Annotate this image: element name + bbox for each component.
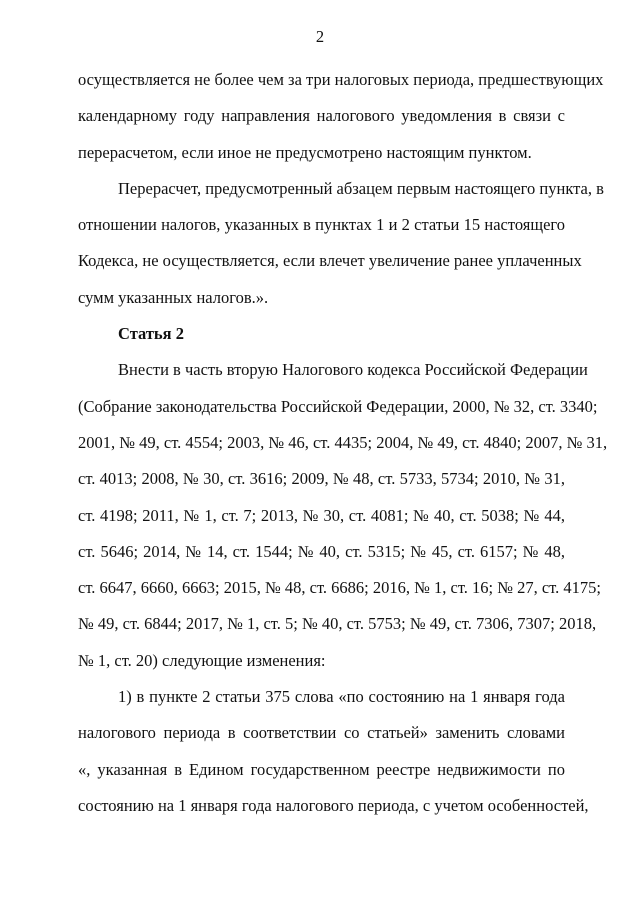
text-line: ст. 4198; 2011, № 1, ст. 7; 2013, № 30, ст. 4081; № 40, ст. 5038; № 44,: [78, 505, 565, 525]
text-line: ст. 6647, 6660, 6663; 2015, № 48, ст. 6686; 2016, № 1, ст. 16; № 27, ст. 4175;: [78, 578, 601, 598]
text-line: «, указанная в Едином государственном реестре недвижимости по: [78, 759, 565, 779]
text-line: отношении налогов, указанных в пунктах 1 и 2 статьи 15 настоящего: [78, 215, 565, 235]
document-body: [78, 62, 608, 824]
page-number: 2: [315, 27, 325, 46]
text-line: Кодекса, не осуществляется, если влечет увеличение ранее уплаченных: [78, 251, 582, 271]
text-line: сумм указанных налогов.».: [78, 287, 269, 307]
text-line: календарному году направления налогового уведомления в связи с: [78, 106, 565, 126]
text-line: № 49, ст. 6844; 2017, № 1, ст. 5; № 40, ст. 5753; № 49, ст. 7306, 7307; 2018,: [78, 614, 597, 634]
text-line: осуществляется не более чем за три налоговых периода, предшествующих: [78, 70, 604, 89]
paragraph-item-1: [78, 679, 589, 824]
text-line: налогового периода в соответствии со статьей» заменить словами: [78, 723, 565, 743]
text-line: Перерасчет, предусмотренный абзацем первым настоящего пункта, в: [118, 178, 604, 198]
text-line: ст. 4013; 2008, № 30, ст. 3616; 2009, № 48, ст. 5733, 5734; 2010, № 31,: [78, 469, 565, 489]
text-line: (Собрание законодательства Российской Федерации, 2000, № 32, ст. 3340;: [78, 396, 598, 416]
text-line: 1) в пункте 2 статьи 375 слова «по состоянию на 1 января года: [118, 687, 565, 707]
paragraph-continuation: [78, 62, 604, 171]
article-heading: Статья 2: [118, 324, 184, 344]
text-line: перерасчетом, если иное не предусмотрено настоящим пунктом.: [78, 142, 532, 162]
paragraph-recalculation: [78, 171, 604, 316]
text-line: № 1, ст. 20) следующие изменения:: [78, 650, 326, 670]
text-line: ст. 5646; 2014, № 14, ст. 1544; № 40, ст. 5315; № 45, ст. 6157; № 48,: [78, 541, 565, 561]
text-line: состоянию на 1 января года налогового периода, с учетом особенностей,: [78, 795, 589, 815]
paragraph-amendments-intro: [78, 352, 608, 679]
text-line: Внести в часть вторую Налогового кодекса Российской Федерации: [118, 360, 588, 380]
text-line: 2001, № 49, ст. 4554; 2003, № 46, ст. 4435; 2004, № 49, ст. 4840; 2007, № 31,: [78, 432, 608, 452]
